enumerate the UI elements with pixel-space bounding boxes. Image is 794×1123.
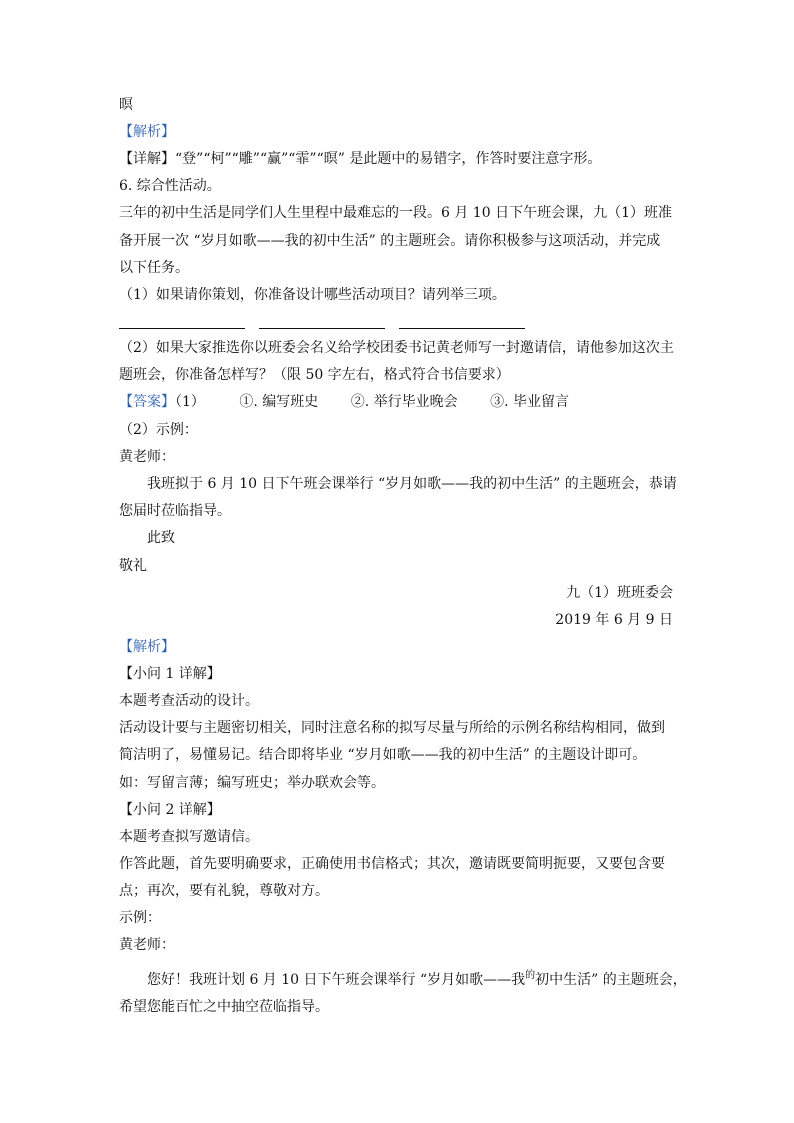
- analysis-1-line-2: 活动设计要与主题密切相关，同时注意名称的拟写尽量与所给的示例名称结构相同，做到: [119, 720, 665, 736]
- question-text-2: 备开展一次 “岁月如歌——我的初中生活” 的主题班会。请你积极参与这项活动，并完成: [119, 233, 661, 249]
- letter-body-2: 您届时莅临指导。: [119, 503, 231, 519]
- analysis-2-line-3: 点；再次，要有礼貌，尊敬对方。: [119, 883, 329, 899]
- analysis-heading: 【解析】: [119, 124, 175, 140]
- answer-blank-3[interactable]: [399, 328, 525, 329]
- letter-salutation-2: 黄老师：: [119, 937, 175, 953]
- subquestion-2-heading: 【小问 2 详解】: [119, 802, 221, 818]
- letter-closing-2: 敬礼: [119, 558, 147, 574]
- answer-char: 暝: [119, 97, 133, 113]
- subquestion-1-heading: 【小问 1 详解】: [119, 666, 221, 682]
- letter-salutation: 黄老师：: [119, 449, 175, 465]
- answer-item-3: ③. 毕业留言: [490, 394, 569, 410]
- answer-item-2: ②. 举行毕业晚会: [350, 394, 458, 410]
- subquestion-2-line-1: （2）如果大家推选你以班委会名义给学校团委书记黄老师写一封邀请信，请他参加这次主: [119, 340, 674, 356]
- answer-item-1: ①. 编写班史: [239, 394, 319, 410]
- detail-text: 【详解】“登”“柯”“雕”“赢”“霏”“暝” 是此题中的易错字，作答时要注意字形。: [119, 151, 602, 167]
- analysis-1-line-1: 本题考查活动的设计。: [119, 693, 259, 709]
- letter-date: 2019 年 6 月 9 日: [555, 612, 673, 628]
- question-text-3: 以下任务。: [119, 260, 189, 276]
- letter-signature: 九（1）班班委会: [566, 585, 673, 601]
- subquestion-1: （1）如果请你策划，你准备设计哪些活动项目？请列举三项。: [119, 287, 506, 303]
- answer-heading: 【答案】: [119, 394, 175, 410]
- question-text-1: 三年的初中生活是同学们人生里程中最难忘的一段。6 月 10 日下午班会课，九（1）班准: [119, 205, 672, 221]
- letter-body-4: 希望您能百忙之中抽空莅临指导。: [119, 999, 329, 1015]
- analysis-2-line-1: 本题考查拟写邀请信。: [119, 829, 259, 845]
- letter-body-3-sup: 的: [525, 970, 536, 981]
- letter-body-3: [147, 970, 687, 992]
- answer-row: [119, 392, 569, 412]
- analysis-2-line-2: 作答此题，首先要明确要求，正确使用书信格式；其次，邀请既要简明扼要，又要包含要: [119, 856, 665, 872]
- question-title: 6. 综合性活动。: [119, 178, 221, 194]
- subquestion-2-line-2: 题班会，你准备怎样写？（限 50 字左右，格式符合书信要求）: [119, 367, 510, 383]
- analysis-heading-2: 【解析】: [119, 639, 175, 655]
- letter-body-3-part-b: 初中生活” 的主题班会，: [535, 972, 687, 988]
- example-label-2: 示例：: [119, 910, 161, 926]
- analysis-1-line-4: 如：写留言薄；编写班史；举办联欢会等。: [119, 775, 385, 791]
- letter-body-3-part-a: 您好！我班计划 6 月 10 日下午班会课举行 “岁月如歌——我: [147, 972, 526, 988]
- example-label: （2）示例：: [119, 422, 198, 438]
- answer-blank-2[interactable]: [259, 328, 385, 329]
- analysis-1-line-3: 简洁明了，易懂易记。结合即将毕业 “岁月如歌——我的初中生活” 的主题设计即可。: [119, 747, 647, 763]
- answer-part-1-label: （1）: [175, 394, 205, 410]
- letter-body-1: 我班拟于 6 月 10 日下午班会课举行 “岁月如歌——我的初中生活” 的主题班会，恭请: [147, 476, 677, 492]
- answer-blank-1[interactable]: [119, 328, 245, 329]
- letter-closing-1: 此致: [147, 530, 175, 546]
